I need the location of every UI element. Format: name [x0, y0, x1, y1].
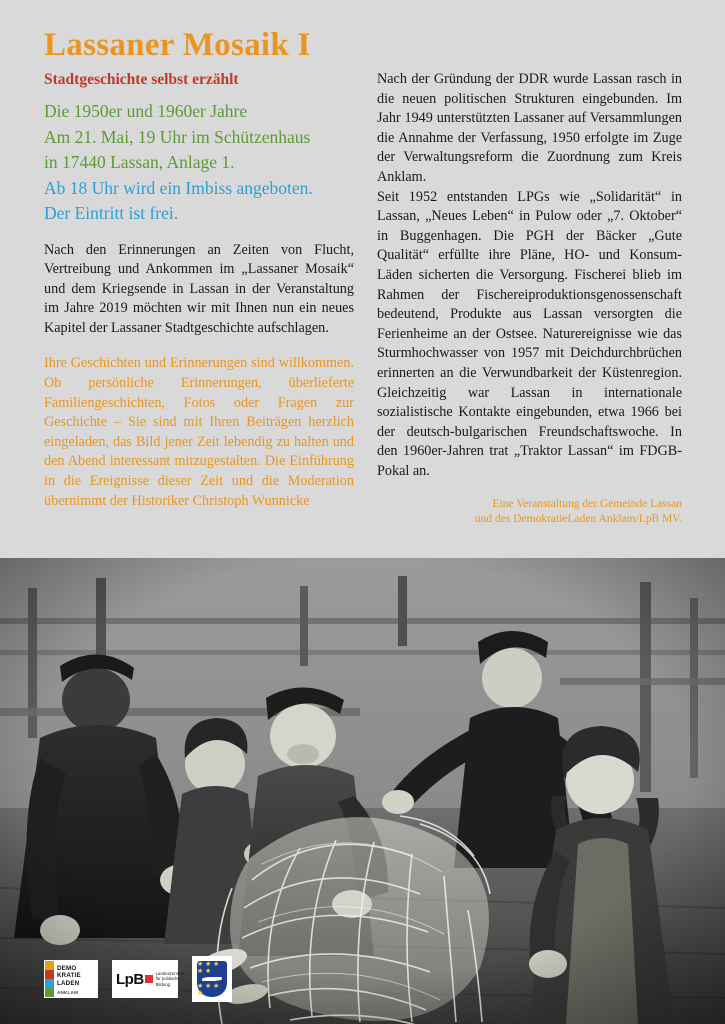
lpb-sub-line1: Landeszentrale: [155, 970, 186, 976]
intro-paragraph: Nach den Erinnerungen an Zeiten von Flucht, Vertreibung und Ankommen im „Lassaner Mosaik“ und dem Kriegsende in Lassan in der Veranstaltung im Jahre 2019 möchten wir mit Ihnen nun ein neues Kapitel der Lassaner Stadtgeschichte aufschlagen.: [44, 241, 354, 336]
event-datetime: Am 21. Mai, 19 Uhr im Schützenhaus: [44, 126, 311, 147]
demokratieladen-line2: KRATIE: [57, 972, 81, 980]
history-paragraph-2: Seit 1952 entstanden LPGs wie „Solidarität“ in Lassan, „Neues Leben“ in Pulow oder „7. Oktober“ in Buggenhagen. Die PGH der Bäcker „Gute Qualität“ erfüllte ihre Pläne, HO- und Konsum-Läden sicherten die Versorgung. Fischerei blieb im Rahmen der Fischereiproduktionsgenossenschaft bedeutend, Produkte aus Lassan versorgten die Ferienheime an der Ostsee. Naturereignisse wie das Sturmhochwasser von 1957 mit Deichdurchbrüchen erinnerten an die Verwundbarkeit der Küstenregion. Gleichzeitig war Lassan in internationale sozialistische Kontakte eingebunden, etwa 1966 bei der deutsch-bulgarischen Freundschaftswoche. In den 1960er-Jahren trat „Traktor Lassan“ im FDGB-Pokal an.: [377, 188, 682, 479]
event-admission-note: Der Eintritt ist frei.: [44, 203, 179, 223]
page-title: Lassaner Mosaik I: [44, 27, 311, 63]
lpb-wordmark: [116, 971, 153, 988]
demokratieladen-wordmark: [54, 961, 97, 997]
page-subtitle: Stadtgeschichte selbst erzählt: [44, 71, 239, 88]
history-paragraph-1: Nach der Gründung der DDR wurde Lassan rasch in die neuen politischen Strukturen eingebunden. Im Jahr 1949 unterstützten Lassaner auf Versammlungen die Annahme der Verfassung, 1950 erfolgte im Zuge der Verwaltungsreform die Zuordnung zum Kreis Anklam.: [377, 71, 682, 185]
organizer-credit-line-1: Eine Veranstaltung der Gemeinde Lassan: [492, 498, 682, 511]
invitation-paragraph: Ihre Geschichten und Erinnerungen sind willkommen. Ob persönliche Erinnerungen, überlieferte Familiengeschichten, Fotos oder Fragen zur Geschichte – Sie sind mit Ihren Beiträgen herzlich eingeladen, das Bild jener Zeit lebendig zu halten und den Abend interessant mitzugestalten. Die Einführung in die Ereignisse dieser Zeit und die Moderation übernimmt der Historiker Christoph Wunnicke: [44, 355, 354, 509]
crest-stars-bottom: ★ ★ ★ ★: [197, 982, 220, 997]
lpb-sub-line2: für politische Bildung: [155, 976, 180, 987]
event-date-range: Die 1950er und 1960er Jahre: [44, 101, 248, 121]
crest-stars: ★ ★ ★ ★ ★: [197, 960, 220, 975]
left-column: [44, 26, 354, 511]
event-address: in 17440 Lassan, Anlage 1.: [44, 152, 235, 172]
demokratieladen-line1: DEMO: [57, 965, 77, 972]
organizer-credit-line-2: und des DemokratieLaden Anklam/LpB MV.: [474, 513, 682, 526]
lpb-square-icon: [145, 975, 153, 983]
lpb-subtitle: [156, 971, 185, 988]
event-catering-note: Ab 18 Uhr wird ein Imbiss angeboten.: [44, 177, 313, 198]
demokratieladen-sub: ANKLAM: [57, 990, 79, 996]
right-column: [377, 70, 682, 527]
lpb-logo: [112, 960, 186, 998]
demokratieladen-line3: LADEN: [57, 979, 80, 987]
lpb-mark-text: LpB: [116, 970, 144, 988]
historical-photo: [0, 558, 725, 1024]
crest-shield-icon: [197, 961, 227, 997]
demokratieladen-logo: [44, 960, 98, 998]
state-crest-logo: [192, 956, 232, 1002]
demokratieladen-color-swatches: [45, 961, 54, 997]
logo-row: [44, 956, 232, 1002]
fish-icon: [202, 977, 222, 981]
